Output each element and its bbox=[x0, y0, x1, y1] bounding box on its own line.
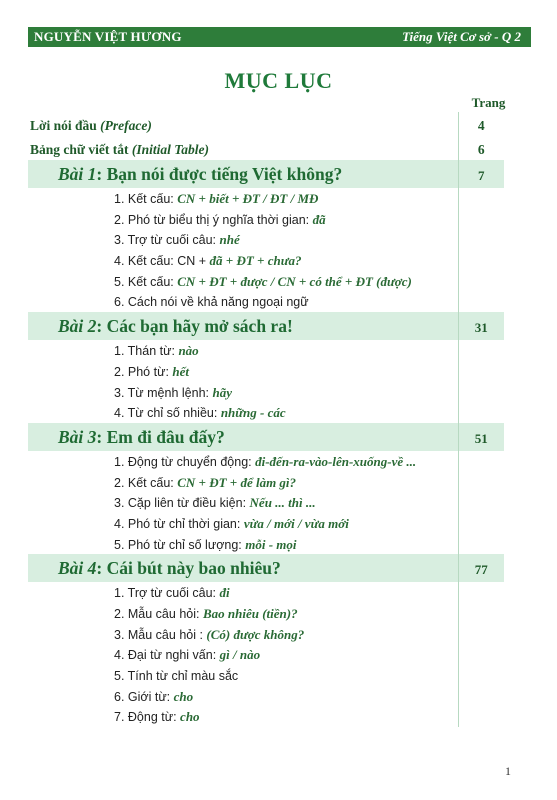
lesson-title bbox=[28, 160, 458, 188]
item-example: gì / nào bbox=[219, 647, 261, 663]
toc-item-text bbox=[28, 624, 458, 645]
item-example: Nếu ... thì ... bbox=[249, 495, 316, 511]
item-example: đã + ĐT + chưa? bbox=[209, 253, 302, 269]
page-ref-empty bbox=[458, 209, 504, 230]
front-matter-row[interactable] bbox=[28, 136, 504, 160]
toc-item[interactable] bbox=[28, 472, 504, 493]
toc-item[interactable] bbox=[28, 340, 504, 361]
toc-item-text bbox=[28, 472, 458, 493]
toc-item-text bbox=[28, 291, 458, 312]
page-number: 1 bbox=[505, 764, 511, 778]
item-label: 2. Mẫu câu hỏi: bbox=[114, 607, 203, 621]
lesson-title bbox=[28, 554, 458, 582]
item-example: hết bbox=[172, 363, 190, 379]
item-label: 4. Đại từ nghi vấn: bbox=[114, 648, 220, 663]
item-label: 4. Phó từ chỉ thời gian: bbox=[114, 516, 244, 531]
toc-item-text bbox=[28, 271, 458, 292]
lesson-heading[interactable] bbox=[28, 423, 504, 451]
toc-item[interactable] bbox=[28, 402, 504, 423]
toc-item[interactable] bbox=[28, 686, 504, 707]
toc-item[interactable] bbox=[28, 271, 504, 292]
page-ref-empty bbox=[458, 451, 504, 472]
toc-item[interactable] bbox=[28, 382, 504, 403]
item-label: 1. Thán từ: bbox=[114, 344, 179, 359]
toc-item[interactable] bbox=[28, 361, 504, 382]
item-label: 1. Trợ từ cuối câu: bbox=[114, 586, 220, 601]
item-example: hãy bbox=[212, 384, 232, 400]
toc-item-text bbox=[28, 250, 458, 271]
toc-item-text bbox=[28, 361, 458, 382]
page-ref-empty bbox=[458, 472, 504, 493]
toc-item[interactable] bbox=[28, 706, 504, 727]
item-example: đi bbox=[219, 585, 230, 601]
toc-item-text bbox=[28, 402, 458, 423]
toc-item[interactable] bbox=[28, 188, 504, 209]
lesson-number: Bài 1 bbox=[58, 164, 97, 184]
toc-item-text bbox=[28, 229, 458, 250]
page-ref-empty bbox=[458, 534, 504, 555]
toc-item-text bbox=[28, 451, 458, 472]
item-example: Bao nhiêu (tiền)? bbox=[202, 606, 298, 621]
lesson-name: : Cái bút này bao nhiêu? bbox=[96, 558, 281, 579]
item-example: vừa / mới / vừa mới bbox=[243, 515, 349, 531]
page-ref: 31 bbox=[458, 312, 504, 340]
page-ref-empty bbox=[458, 361, 504, 382]
front-matter-title bbox=[28, 136, 458, 160]
toc-item-text bbox=[28, 644, 458, 665]
page-ref-empty bbox=[458, 513, 504, 534]
item-label: 5. Phó từ chỉ số lượng: bbox=[114, 537, 246, 552]
item-example: cho bbox=[180, 709, 200, 725]
toc-item-text bbox=[28, 340, 458, 361]
toc-item[interactable] bbox=[28, 209, 504, 230]
item-example: đã bbox=[312, 211, 326, 227]
page-ref-empty bbox=[458, 340, 504, 361]
page-ref-empty bbox=[458, 706, 504, 727]
lesson-name: : Bạn nói được tiếng Việt không? bbox=[96, 164, 343, 184]
toc-item-text bbox=[28, 582, 458, 603]
book-title: Tiếng Việt Cơ sở - Q 2 bbox=[402, 29, 521, 44]
page-ref-empty bbox=[458, 250, 504, 271]
item-example: nào bbox=[178, 343, 199, 359]
toc-item[interactable] bbox=[28, 624, 504, 645]
item-label: 7. Động từ: bbox=[114, 710, 181, 725]
page-ref: 6 bbox=[477, 142, 485, 157]
toc-item-text bbox=[28, 382, 458, 403]
item-label: 6. Giới từ: bbox=[114, 689, 174, 704]
toc-item-text bbox=[28, 686, 458, 707]
toc-item-text bbox=[28, 188, 458, 209]
item-label: 2. Phó từ biểu thị ý nghĩa thời gian: bbox=[114, 212, 313, 227]
item-label: 2. Kết cấu: bbox=[114, 475, 178, 490]
item-label: 5. Tính từ chỉ màu sắc bbox=[114, 669, 239, 684]
front-matter-sub: (Initial Table) bbox=[131, 142, 209, 157]
toc-table bbox=[28, 112, 504, 727]
front-matter-sub: (Preface) bbox=[100, 118, 152, 133]
toc-item[interactable] bbox=[28, 250, 504, 271]
page-column-label: Trang bbox=[471, 95, 506, 110]
toc-item[interactable] bbox=[28, 492, 504, 513]
page-ref: 51 bbox=[458, 423, 504, 451]
page-ref-empty bbox=[458, 644, 504, 665]
page-ref: 7 bbox=[458, 160, 504, 188]
page-ref-empty bbox=[458, 291, 504, 312]
toc-item-text bbox=[28, 534, 458, 555]
lesson-title bbox=[28, 423, 458, 451]
item-label: 5. Kết cấu: bbox=[114, 274, 178, 289]
item-label: 6. Cách nói về khả năng ngoại ngữ bbox=[114, 295, 309, 310]
front-matter-row[interactable] bbox=[28, 112, 504, 136]
lesson-heading[interactable] bbox=[28, 312, 504, 340]
lesson-heading[interactable] bbox=[28, 160, 504, 188]
page-ref-empty bbox=[458, 582, 504, 603]
page-ref-empty bbox=[458, 229, 504, 250]
toc-item-text bbox=[28, 513, 458, 534]
front-matter-title bbox=[28, 112, 458, 136]
item-label: 1. Động từ chuyển động: bbox=[114, 454, 256, 469]
item-example: (Có) được không? bbox=[206, 626, 305, 642]
item-example: mỗi - mọi bbox=[245, 536, 297, 552]
toc-item[interactable] bbox=[28, 665, 504, 686]
lesson-name: : Các bạn hãy mở sách ra! bbox=[96, 316, 293, 337]
item-example: CN + ĐT + được / CN + có thể + ĐT (được) bbox=[177, 273, 412, 289]
page-ref-empty bbox=[458, 188, 504, 209]
page-ref-empty bbox=[458, 686, 504, 707]
item-label: 4. Kết cấu: CN + bbox=[114, 254, 210, 269]
toc-item[interactable] bbox=[28, 513, 504, 534]
page-ref-empty bbox=[458, 603, 504, 624]
item-label: 3. Trợ từ cuối câu: bbox=[114, 233, 220, 248]
lesson-number: Bài 4 bbox=[58, 558, 97, 579]
item-example: đi-đến-ra-vào-lên-xuống-về ... bbox=[255, 453, 417, 469]
toc-item-text bbox=[28, 706, 458, 727]
lesson-number: Bài 2 bbox=[58, 316, 97, 337]
lesson-heading[interactable] bbox=[28, 554, 504, 582]
lesson-number: Bài 3 bbox=[58, 426, 97, 447]
toc-item-text bbox=[28, 665, 458, 686]
item-label: 1. Kết cấu: bbox=[114, 192, 178, 206]
table-of-contents bbox=[28, 112, 504, 727]
item-example: những - các bbox=[220, 405, 286, 421]
page-ref-empty bbox=[458, 402, 504, 423]
toc-item[interactable] bbox=[28, 644, 504, 665]
item-example: cho bbox=[173, 688, 194, 704]
toc-item-text bbox=[28, 603, 458, 624]
item-label: 3. Mẫu câu hỏi : bbox=[114, 627, 207, 642]
lesson-name: : Em đi đâu đấy? bbox=[96, 426, 225, 447]
page-ref-empty bbox=[458, 492, 504, 513]
page-title: MỤC LỤC bbox=[224, 68, 333, 93]
page-ref-empty bbox=[458, 271, 504, 292]
page-ref-empty bbox=[458, 382, 504, 403]
toc-item[interactable] bbox=[28, 603, 504, 624]
toc-item[interactable] bbox=[28, 451, 504, 472]
item-example: CN + ĐT + để làm gì? bbox=[177, 474, 297, 490]
item-example: nhé bbox=[219, 232, 240, 248]
item-label: 3. Từ mệnh lệnh: bbox=[114, 385, 213, 400]
toc-item[interactable] bbox=[28, 229, 504, 250]
toc-item[interactable] bbox=[28, 291, 504, 312]
running-header bbox=[28, 27, 531, 47]
page-ref-empty bbox=[458, 624, 504, 645]
page-ref-empty bbox=[458, 665, 504, 686]
lesson-title bbox=[28, 312, 458, 340]
page-ref: 77 bbox=[458, 554, 504, 582]
toc-item-text bbox=[28, 209, 458, 230]
toc-item-text bbox=[28, 492, 458, 513]
toc-item[interactable] bbox=[28, 582, 504, 603]
item-label: 3. Cặp liên từ điều kiện: bbox=[114, 496, 250, 511]
item-label: 2. Phó từ: bbox=[114, 364, 173, 379]
author-name: NGUYỄN VIỆT HƯƠNG bbox=[34, 29, 182, 44]
page-ref: 4 bbox=[477, 118, 485, 133]
item-example: CN + biết + ĐT / ĐT / MĐ bbox=[177, 191, 319, 206]
front-matter-main: Bảng chữ viết tắt bbox=[30, 142, 132, 157]
item-label: 4. Từ chỉ số nhiều: bbox=[114, 406, 221, 421]
front-matter-main: Lời nói đầu bbox=[30, 118, 101, 133]
toc-item[interactable] bbox=[28, 534, 504, 555]
